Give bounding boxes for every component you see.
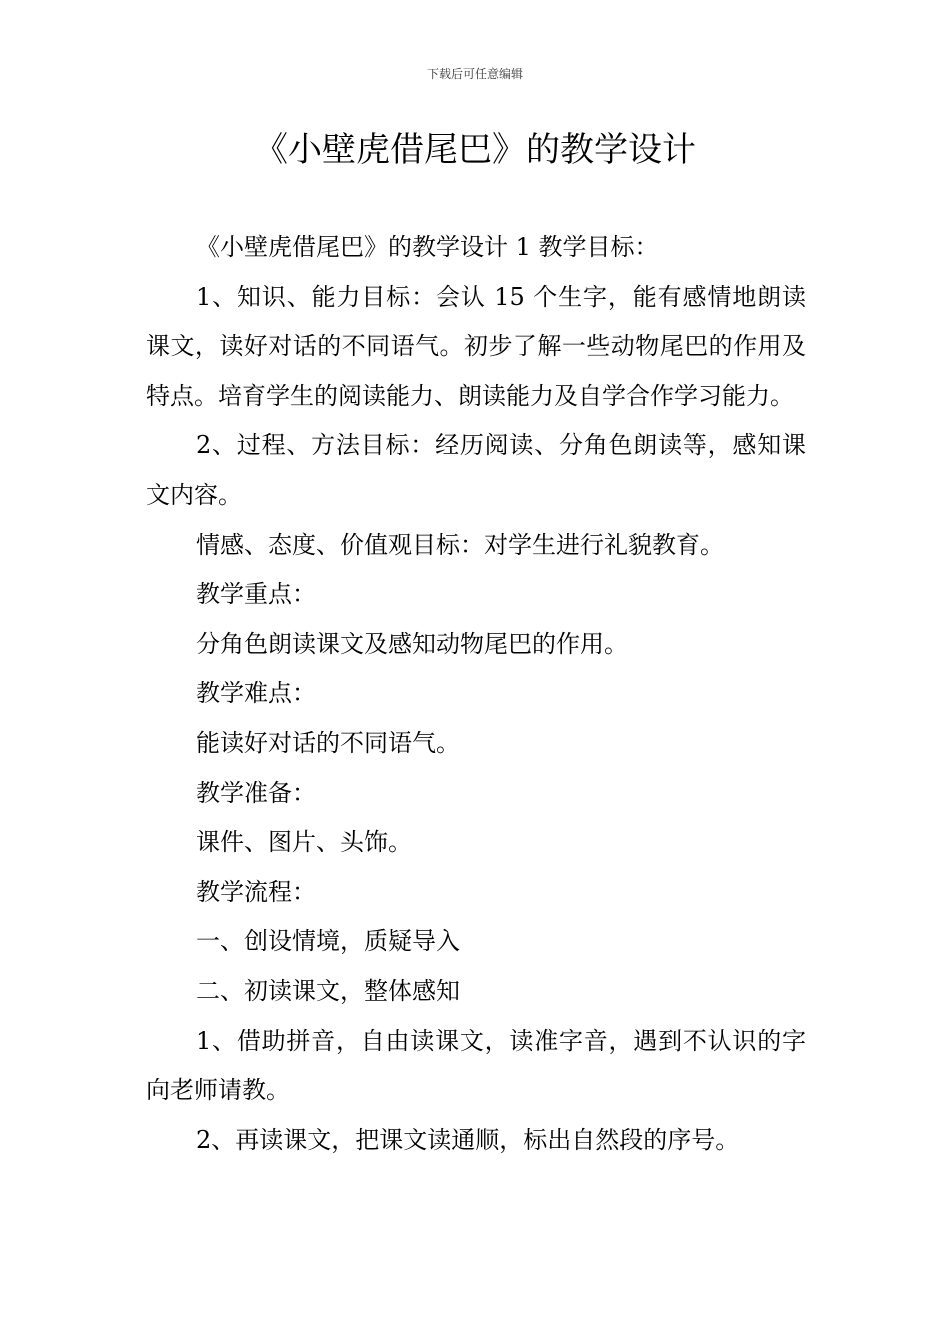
heading-preparation: 教学准备： — [196, 778, 316, 807]
paragraph-difficulties: 能读好对话的不同语气。 — [196, 728, 460, 757]
paragraph-intro: 《小壁虎借尾巴》的教学设计 1 教学目标： — [196, 233, 659, 261]
heading-key-points: 教学重点： — [196, 580, 316, 609]
document-title: 《小壁虎借尾巴》的教学设计 — [254, 130, 696, 170]
paragraph-goal-process: 2、过程、方法目标：经历阅读、分角色朗读等，感知课文内容。 — [146, 431, 806, 509]
heading-procedure: 教学流程： — [196, 877, 316, 906]
paragraph-goal-emotion: 情感、态度、价值观目标：对学生进行礼貌教育。 — [196, 530, 724, 559]
step-one: 一、创设情境，质疑导入 — [196, 927, 460, 956]
step-two-item-2: 2、再读课文，把课文读通顺，标出自然段的序号。 — [196, 1125, 740, 1154]
step-two: 二、初读课文，整体感知 — [196, 976, 460, 1005]
page-header-note: 下载后可任意编辑 — [426, 67, 523, 81]
heading-difficulties: 教学难点： — [196, 679, 316, 708]
paragraph-goal-knowledge: 1、知识、能力目标：会认 15 个生字，能有感情地朗读课文，读好对话的不同语气。初步了解一些动物尾巴的作用及特点。培育学生的阅读能力、朗读能力及自学合作学习能力。 — [146, 282, 806, 410]
paragraph-key-points: 分角色朗读课文及感知动物尾巴的作用。 — [196, 629, 628, 658]
paragraph-preparation: 课件、图片、头饰。 — [196, 828, 412, 857]
step-two-item-1: 1、借助拼音，自由读课文，读准字音，遇到不认识的字向老师请教。 — [146, 1026, 806, 1105]
document-body — [146, 223, 806, 1165]
